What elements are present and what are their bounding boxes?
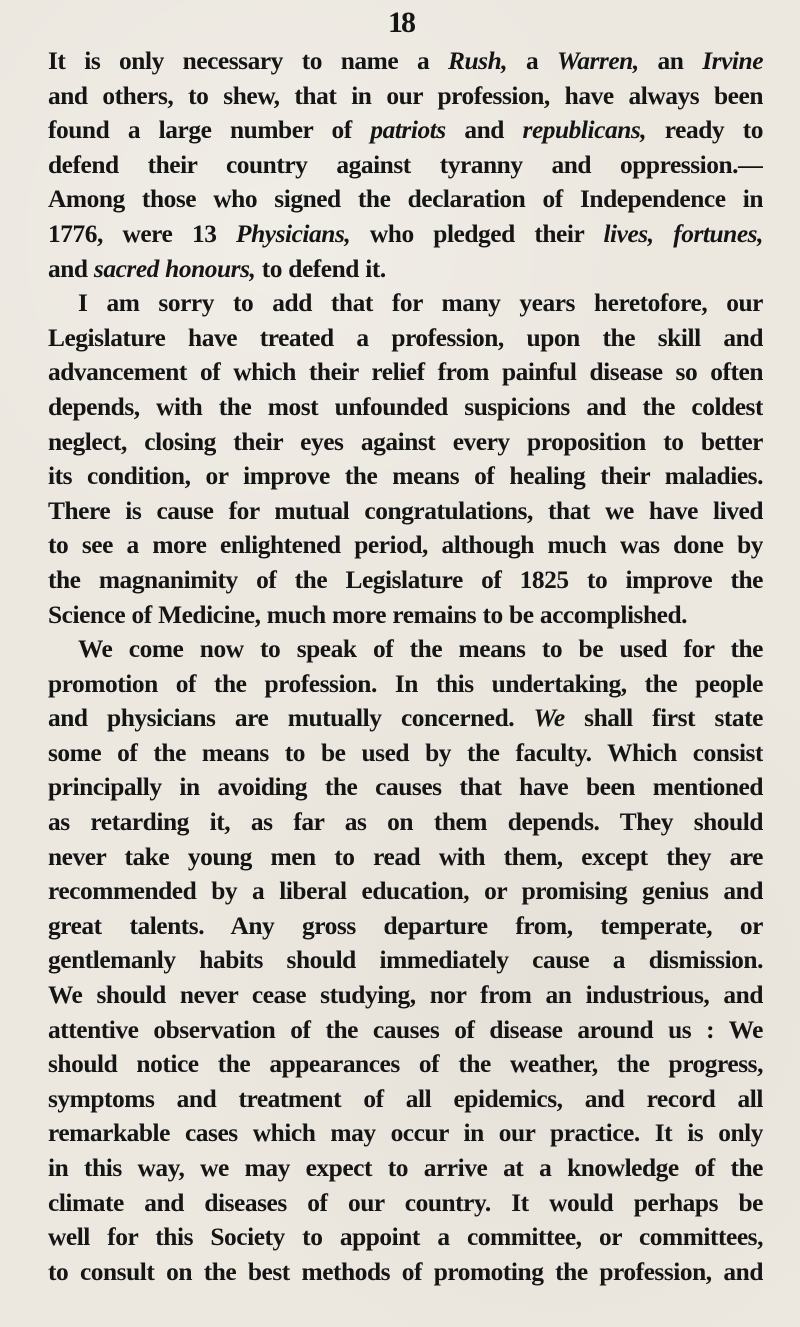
text-segment: to defend it. bbox=[255, 254, 386, 283]
text-line bbox=[48, 840, 763, 875]
text-segment: an bbox=[638, 47, 703, 75]
text-line bbox=[48, 148, 763, 183]
italic-phrase: lives, fortunes, bbox=[603, 219, 763, 248]
text-segment: gentlemanly habits should immediately cause a dismission. bbox=[48, 946, 763, 975]
text-segment: I am sorry to add that for many years heretofore, our bbox=[78, 289, 763, 318]
text-segment: found a large number of bbox=[48, 116, 371, 145]
italic-phrase: Physicians, bbox=[236, 219, 351, 248]
text-line bbox=[48, 217, 763, 252]
text-line bbox=[48, 182, 763, 217]
text-line bbox=[48, 355, 763, 390]
text-segment: We should never cease studying, nor from an industrious, and bbox=[48, 981, 763, 1010]
text-line bbox=[48, 1220, 763, 1255]
text-segment: attentive observation of the causes of disease around us : We bbox=[48, 1015, 763, 1044]
text-segment: neglect, closing their eyes against every proposition to better bbox=[48, 427, 763, 456]
text-line bbox=[48, 321, 763, 356]
text-segment: ready to bbox=[646, 116, 763, 145]
text-line bbox=[48, 1186, 763, 1221]
text-segment: 1776, were 13 bbox=[48, 219, 237, 248]
italic-phrase: We bbox=[533, 704, 565, 733]
text-line bbox=[48, 425, 763, 460]
text-line bbox=[48, 563, 763, 598]
text-segment: the magnanimity of the Legislature of 1825 to improve the bbox=[48, 565, 763, 594]
text-line bbox=[48, 943, 763, 978]
text-segment: to see a more enlightened period, although much was done by bbox=[48, 531, 763, 560]
text-line bbox=[48, 390, 763, 425]
text-segment: It is only necessary to name a bbox=[48, 47, 448, 75]
text-segment: We come now to speak of the means to be used for the bbox=[78, 635, 763, 664]
text-segment: some of the means to be used by the faculty. Which consist bbox=[48, 738, 763, 767]
text-line bbox=[48, 1013, 763, 1048]
italic-phrase: Warren, bbox=[556, 47, 639, 75]
text-segment: Among those who signed the declaration of Independence in bbox=[48, 185, 763, 214]
page-text bbox=[48, 44, 763, 1289]
text-segment: depends, with the most unfounded suspicions and the coldest bbox=[48, 392, 763, 421]
text-segment: There is cause for mutual congratulations, that we have lived bbox=[48, 496, 763, 525]
text-line bbox=[48, 874, 763, 909]
text-line bbox=[48, 770, 763, 805]
text-line bbox=[48, 459, 763, 494]
text-segment: and bbox=[48, 254, 94, 283]
text-segment: shall first state bbox=[564, 704, 763, 733]
text-line bbox=[48, 1082, 763, 1117]
text-segment: its condition, or improve the means of healing their maladies. bbox=[48, 462, 763, 491]
text-segment: and bbox=[445, 116, 523, 145]
italic-phrase: sacred honours, bbox=[93, 254, 256, 283]
text-segment: to consult on the best methods of promoting the profession, and bbox=[48, 1257, 763, 1286]
text-segment: defend their country against tyranny and oppression.— bbox=[48, 150, 763, 179]
text-segment: a bbox=[507, 47, 557, 75]
text-segment: climate and diseases of our country. It would perhaps be bbox=[48, 1188, 763, 1217]
text-line bbox=[48, 805, 763, 840]
text-line bbox=[48, 44, 763, 79]
italic-phrase: Rush, bbox=[448, 47, 508, 75]
text-segment: promotion of the profession. In this undertaking, the people bbox=[48, 669, 763, 698]
text-segment: great talents. Any gross departure from, temperate, or bbox=[48, 911, 763, 940]
text-line bbox=[48, 252, 763, 287]
text-line bbox=[48, 1047, 763, 1082]
text-segment: well for this Society to appoint a committee, or committees, bbox=[48, 1223, 763, 1252]
italic-phrase: Irvine bbox=[702, 47, 763, 75]
text-segment: never take young men to read with them, except they are bbox=[48, 842, 763, 871]
text-line bbox=[48, 1151, 763, 1186]
text-line bbox=[48, 79, 763, 114]
page-number: 18 bbox=[388, 6, 414, 39]
text-line bbox=[48, 113, 763, 148]
text-line bbox=[48, 528, 763, 563]
text-segment: should notice the appearances of the weather, the progress, bbox=[48, 1050, 763, 1079]
text-segment: and others, to shew, that in our profession, have always been bbox=[48, 81, 763, 110]
text-line bbox=[48, 494, 763, 529]
text-segment: who pledged their bbox=[350, 219, 604, 248]
text-segment: principally in avoiding the causes that have been mentioned bbox=[48, 773, 763, 802]
text-line bbox=[48, 701, 763, 736]
text-line bbox=[48, 1255, 763, 1290]
text-segment: in this way, we may expect to arrive at a knowledge of the bbox=[48, 1154, 763, 1182]
text-segment: remarkable cases which may occur in our practice. It is only bbox=[48, 1119, 763, 1148]
text-line bbox=[48, 1116, 763, 1151]
text-segment: Legislature have treated a profession, upon the skill and bbox=[48, 323, 763, 352]
text-segment: as retarding it, as far as on them depends. They should bbox=[48, 808, 763, 837]
italic-phrase: republicans, bbox=[522, 116, 647, 145]
text-segment: and physicians are mutually concerned. bbox=[48, 704, 534, 733]
italic-phrase: patriots bbox=[370, 116, 446, 145]
text-line bbox=[48, 598, 763, 633]
text-line bbox=[48, 286, 763, 321]
text-line bbox=[48, 632, 763, 667]
text-line bbox=[48, 667, 763, 702]
text-segment: Science of Medicine, much more remains to be accomplished. bbox=[48, 600, 688, 629]
text-segment: symptoms and treatment of all epidemics, and record all bbox=[48, 1084, 763, 1113]
text-line bbox=[48, 978, 763, 1013]
text-line bbox=[48, 909, 763, 944]
text-line bbox=[48, 736, 763, 771]
text-segment: recommended by a liberal education, or promising genius and bbox=[48, 877, 763, 906]
text-segment: advancement of which their relief from painful disease so often bbox=[48, 358, 763, 387]
